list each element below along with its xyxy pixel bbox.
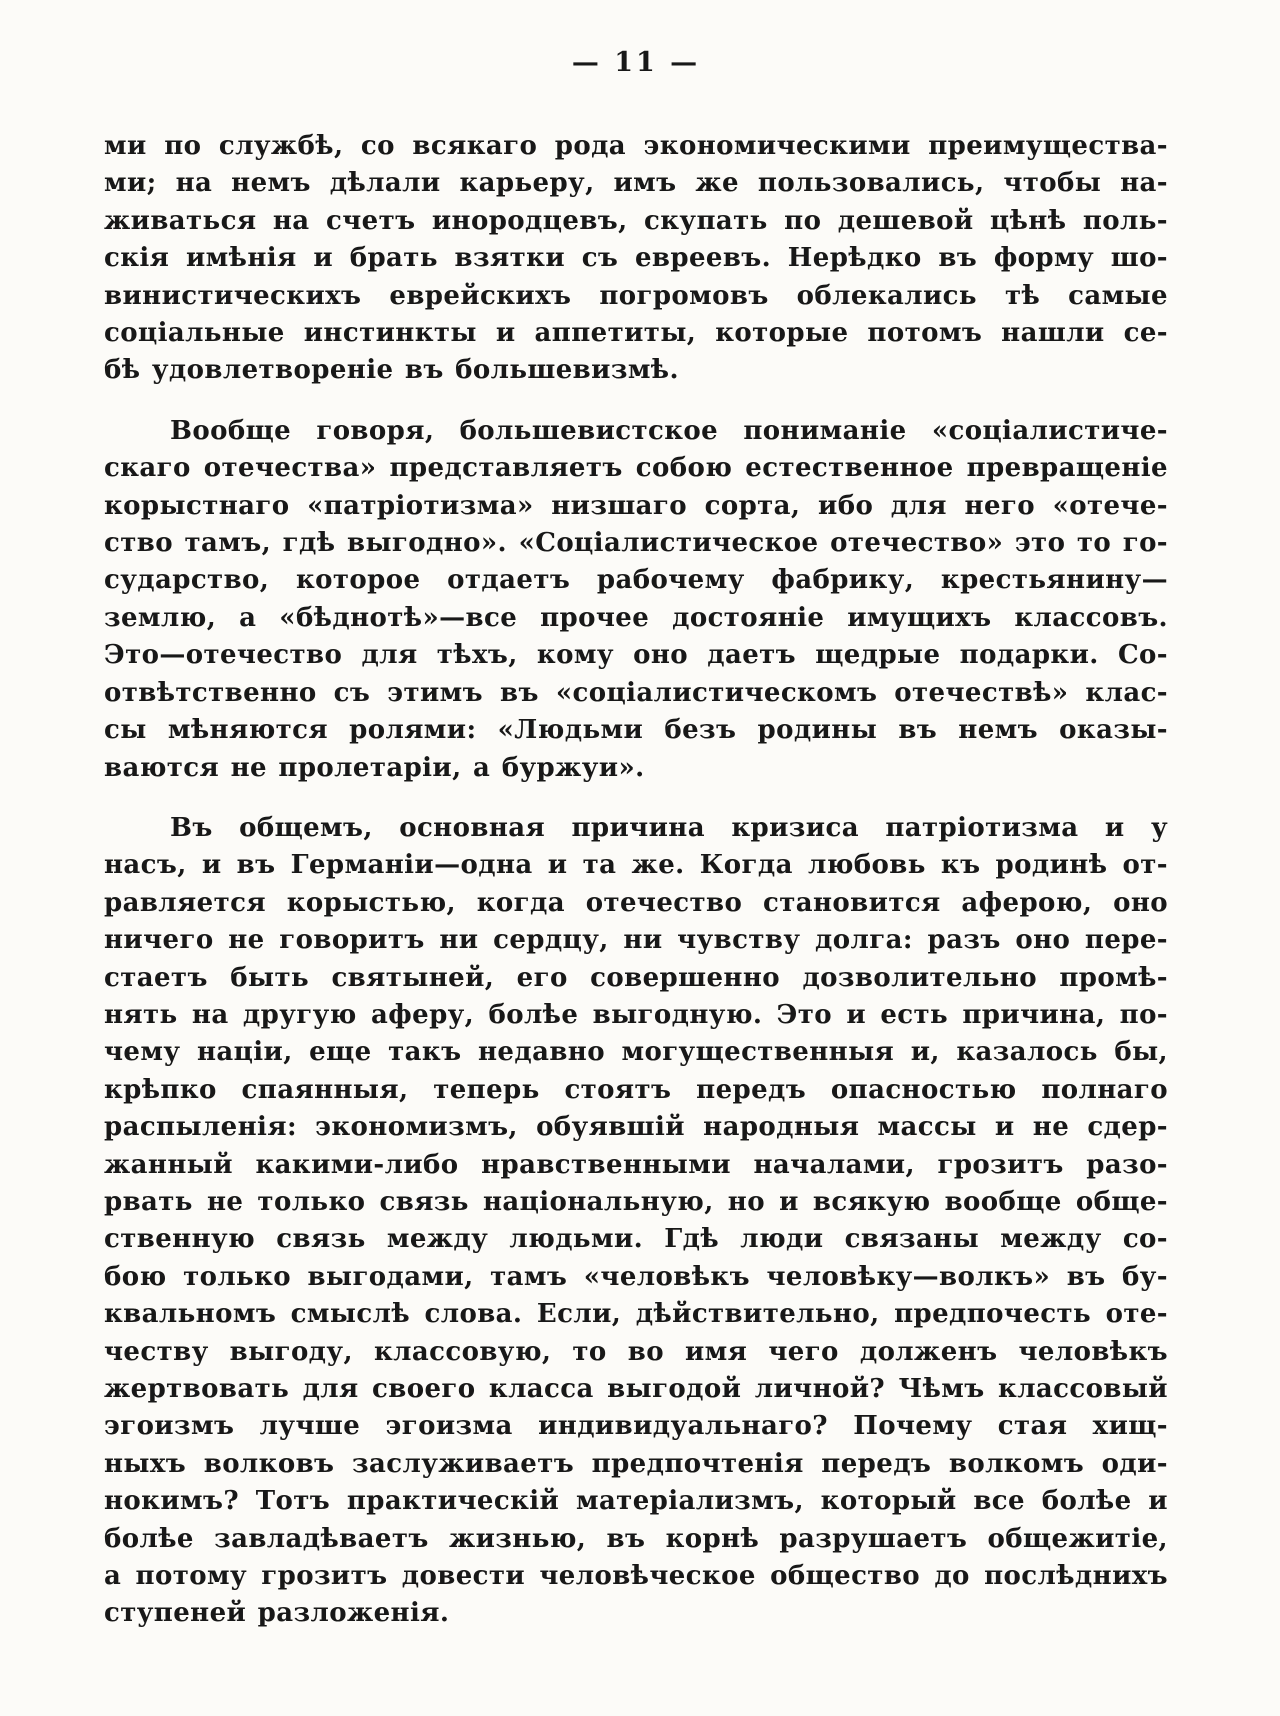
text-line: скаго отечества» представляетъ собою естественное превращеніе xyxy=(104,453,1168,484)
text-line: болѣе завладѣваетъ жизнью, въ корнѣ разрушаетъ общежитіе, xyxy=(104,1523,1168,1554)
paragraph xyxy=(104,128,1168,390)
text-line: живаться на счетъ инородцевъ, скупать по дешевой цѣнѣ поль- xyxy=(104,205,1168,236)
text-line: жертвовать для своего класса выгодой личной? Чѣмъ классовый xyxy=(104,1374,1168,1404)
text-line: насъ, и въ Германіи—одна и та же. Когда любовь къ родинѣ от- xyxy=(104,850,1168,881)
text-line: сударство, которое отдаетъ рабочему фабрику, крестьянину— xyxy=(104,565,1168,596)
text-line: соціальные инстинкты и аппетиты, которые потомъ нашли се- xyxy=(104,318,1168,349)
paragraph xyxy=(104,413,1168,787)
text-line: ваются не пролетаріи, а буржуи». xyxy=(104,752,645,783)
text-line: ничего не говоритъ ни сердцу, ни чувству долга: разъ оно пере- xyxy=(104,925,1168,956)
text-line: ныхъ волковъ заслуживаетъ предпочтенія передъ волкомъ оди- xyxy=(104,1448,1168,1479)
text-line: равляется корыстью, когда отечество становится аферою, оно xyxy=(104,887,1168,918)
text-line: ми; на немъ дѣлали карьеру, имъ же пользовались, чтобы на- xyxy=(104,168,1168,199)
text-line: корыстнаго «патріотизма» низшаго сорта, ибо для него «отече- xyxy=(104,490,1168,521)
text-line: бѣ удовлетвореніе въ большевизмѣ. xyxy=(104,355,679,386)
text-line: бою только выгодами, тамъ «человѣкъ человѣку—волкъ» въ бу- xyxy=(104,1261,1168,1292)
text-line: жанный какими-либо нравственными началами, грозитъ разо- xyxy=(104,1149,1168,1180)
text-line: ми по службѣ, со всякаго рода экономическими преимущества- xyxy=(104,131,1168,161)
text-line: крѣпко спаянныя, теперь стоятъ передъ опасностью полнаго xyxy=(104,1074,1168,1105)
text-line: ство тамъ, гдѣ выгодно». «Соціалистическое отечество» это то го- xyxy=(104,528,1168,559)
text-line: землю, а «бѣднотѣ»—все прочее достояніе имущихъ классовъ. xyxy=(104,602,1168,633)
text-line: ственную связь между людьми. Гдѣ люди связаны между со- xyxy=(104,1224,1168,1255)
text-line: отвѣтственно съ этимъ въ «соціалистическомъ отечествѣ» клас- xyxy=(104,677,1168,708)
page-number: — 11 — xyxy=(571,47,701,78)
text-line: скія имѣнія и брать взятки съ евреевъ. Нерѣдко въ форму шо- xyxy=(104,243,1168,274)
text-line: нокимъ? Тотъ практическій матеріализмъ, который все болѣе и xyxy=(104,1486,1168,1517)
text-line: распыленія: экономизмъ, обуявшій народныя массы и не сдер- xyxy=(104,1112,1168,1143)
paragraph xyxy=(104,810,1168,1633)
text-line: винистическихъ еврейскихъ погромовъ облекались тѣ самые xyxy=(104,280,1168,311)
text-line: ступеней разложенія. xyxy=(104,1598,450,1629)
text-line: чему націи, еще такъ недавно могущественныя и, казалось бы, xyxy=(104,1037,1168,1068)
text-line: сы мѣняются ролями: «Людьми безъ родины въ немъ оказы- xyxy=(104,715,1168,746)
text-block xyxy=(104,128,1168,1633)
text-line: честву выгоду, классовую, то во имя чего долженъ человѣкъ xyxy=(104,1336,1168,1367)
text-line: нять на другую аферу, болѣе выгодную. Это и есть причина, по- xyxy=(104,999,1168,1030)
text-line: Это—отечество для тѣхъ, кому оно даетъ щедрые подарки. Со- xyxy=(104,640,1168,671)
text-line: рвать не только связь національную, но и всякую вообще обще- xyxy=(104,1186,1168,1217)
text-line: квальномъ смыслѣ слова. Если, дѣйствительно, предпочесть оте- xyxy=(104,1299,1168,1330)
text-line: эгоизмъ лучше эгоизма индивидуальнаго? Почему стая хищ- xyxy=(104,1411,1168,1442)
text-line: Вообще говоря, большевистское пониманіе «соціалистиче- xyxy=(170,415,1168,446)
text-line: а потому грозитъ довести человѣческое общество до послѣднихъ xyxy=(104,1561,1168,1592)
text-line: стаетъ быть святыней, его совершенно дозволительно промѣ- xyxy=(104,962,1168,993)
text-line: Въ общемъ, основная причина кризиса патріотизма и у xyxy=(170,812,1168,843)
